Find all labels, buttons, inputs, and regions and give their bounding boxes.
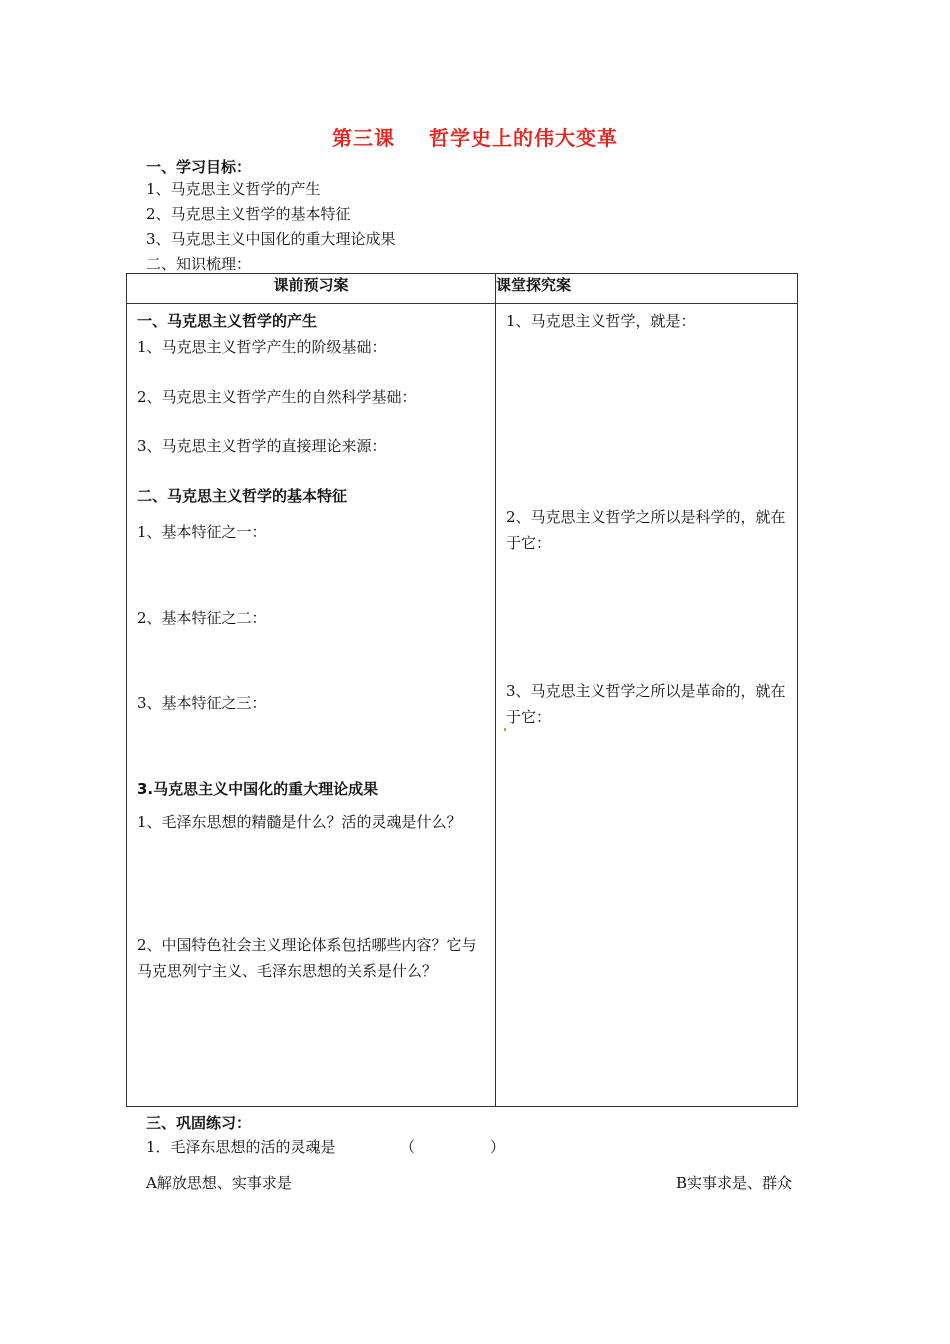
ink-mark — [504, 728, 506, 731]
option-b: B实事求是、群众 — [676, 1174, 793, 1192]
preview-question: 2、中国特色社会主义理论体系包括哪些内容？它与马克思列宁主义、毛泽东思想的关系是什么？ — [137, 936, 477, 980]
inclass-cell — [496, 304, 798, 1107]
inclass-question: 3、马克思主义哲学之所以是革命的，就在于它： — [506, 682, 786, 726]
preview-question: 1、基本特征之一： — [137, 523, 267, 541]
preview-section-3-heading: 3.马克思主义中国化的重大理论成果 — [137, 780, 379, 798]
preview-question: 2、基本特征之二： — [137, 609, 267, 627]
inclass-question: 1、马克思主义哲学，就是： — [506, 312, 696, 330]
column-header-inclass: 课堂探究案 — [496, 274, 798, 304]
preview-question: 1、毛泽东思想的精髓是什么？活的灵魂是什么？ — [137, 813, 462, 831]
preview-section-1-heading: 一、马克思主义哲学的产生 — [137, 312, 318, 330]
lesson-name: 哲学史上的伟大变革 — [429, 126, 618, 150]
column-header-preview: 课前预习案 — [127, 274, 496, 304]
goal-item-3: 3、马克思主义中国化的重大理论成果 — [146, 230, 396, 248]
practice-question-1: 1．毛泽东思想的活的灵魂是 — [146, 1138, 336, 1156]
inclass-question: 2、马克思主义哲学之所以是科学的，就在于它： — [506, 508, 786, 552]
preview-question: 3、马克思主义哲学的直接理论来源： — [137, 437, 387, 455]
answer-blank: （ ） — [400, 1138, 506, 1156]
review-heading: 二、知识梳理： — [146, 255, 252, 273]
preview-question: 1、马克思主义哲学产生的阶级基础： — [137, 338, 387, 356]
preview-question: 2、马克思主义哲学产生的自然科学基础： — [137, 388, 417, 406]
preview-cell — [127, 304, 496, 1107]
option-a: A解放思想、实事求是 — [146, 1174, 292, 1192]
page-title — [0, 122, 950, 151]
practice-heading: 三、巩固练习： — [146, 1114, 252, 1132]
goal-item-1: 1、马克思主义哲学的产生 — [146, 180, 321, 198]
preview-question: 3、基本特征之三： — [137, 694, 267, 712]
goals-heading: 一、学习目标： — [146, 158, 252, 176]
goal-item-2: 2、马克思主义哲学的基本特征 — [146, 205, 351, 223]
preview-section-2-heading: 二、马克思主义哲学的基本特征 — [137, 487, 348, 505]
lesson-number: 第三课 — [332, 126, 395, 150]
study-table — [126, 273, 798, 1107]
